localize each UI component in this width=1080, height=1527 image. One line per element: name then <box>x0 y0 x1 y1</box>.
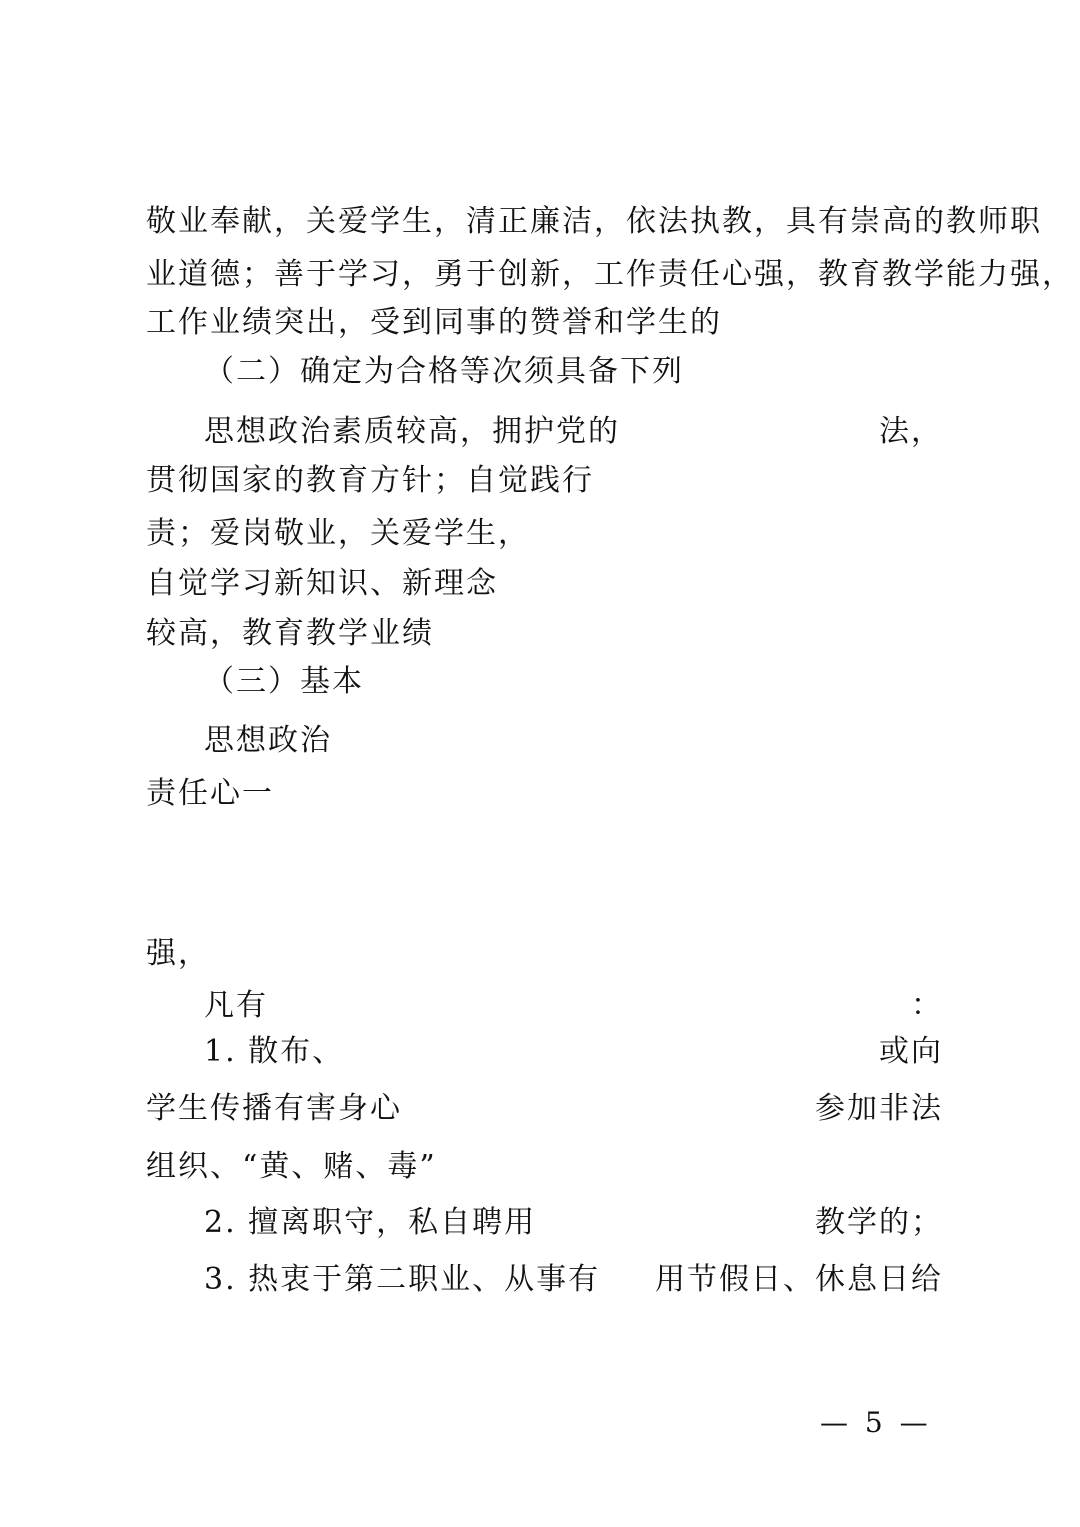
text-line: 责；爱岗敬业，关爱学生， <box>146 516 530 551</box>
text-line-fragment: 法， <box>879 414 943 449</box>
text-line: 组织、“黄、赌、毒” <box>146 1149 437 1184</box>
page-number: — 5 — <box>820 1406 932 1439</box>
section-heading: （三）基本 <box>204 664 364 699</box>
text-line: 责任心一 <box>146 776 274 811</box>
text-line: 业道德；善于学习，勇于创新，工作责任心强，教育教学能力强， <box>146 257 1074 292</box>
text-line: 工作业绩突出，受到同事的赞誉和学生的 <box>146 305 722 340</box>
text-line: 思想政治 <box>204 723 332 758</box>
text-line: 较高，教育教学业绩 <box>146 616 434 651</box>
text-line: 自觉学习新知识、新理念 <box>146 566 498 601</box>
text-line: 思想政治素质较高，拥护党的 <box>204 414 620 449</box>
text-line-fragment: 教学的； <box>815 1205 943 1240</box>
text-line: 强， <box>146 936 210 971</box>
text-line: 敬业奉献，关爱学生，清正廉洁，依法执教，具有崇高的教师职 <box>146 204 1042 239</box>
text-line: 凡有 <box>204 988 268 1023</box>
text-line-fragment: 参加非法 <box>815 1091 943 1126</box>
list-item: 1. 散布、 <box>204 1034 345 1069</box>
list-item: 2. 擅离职守，私自聘用 <box>204 1205 537 1240</box>
text-line: 贯彻国家的教育方针；自觉践行 <box>146 463 594 498</box>
section-heading: （二）确定为合格等次须具备下列 <box>204 354 684 389</box>
list-item: 3. 热衷于第二职业、从事有 <box>204 1262 601 1297</box>
text-line: 学生传播有害身心 <box>146 1091 402 1126</box>
text-line-fragment: ： <box>911 988 943 1023</box>
text-line-fragment: 或向 <box>879 1034 943 1069</box>
text-line-fragment: 用节假日、休息日给 <box>655 1262 943 1297</box>
